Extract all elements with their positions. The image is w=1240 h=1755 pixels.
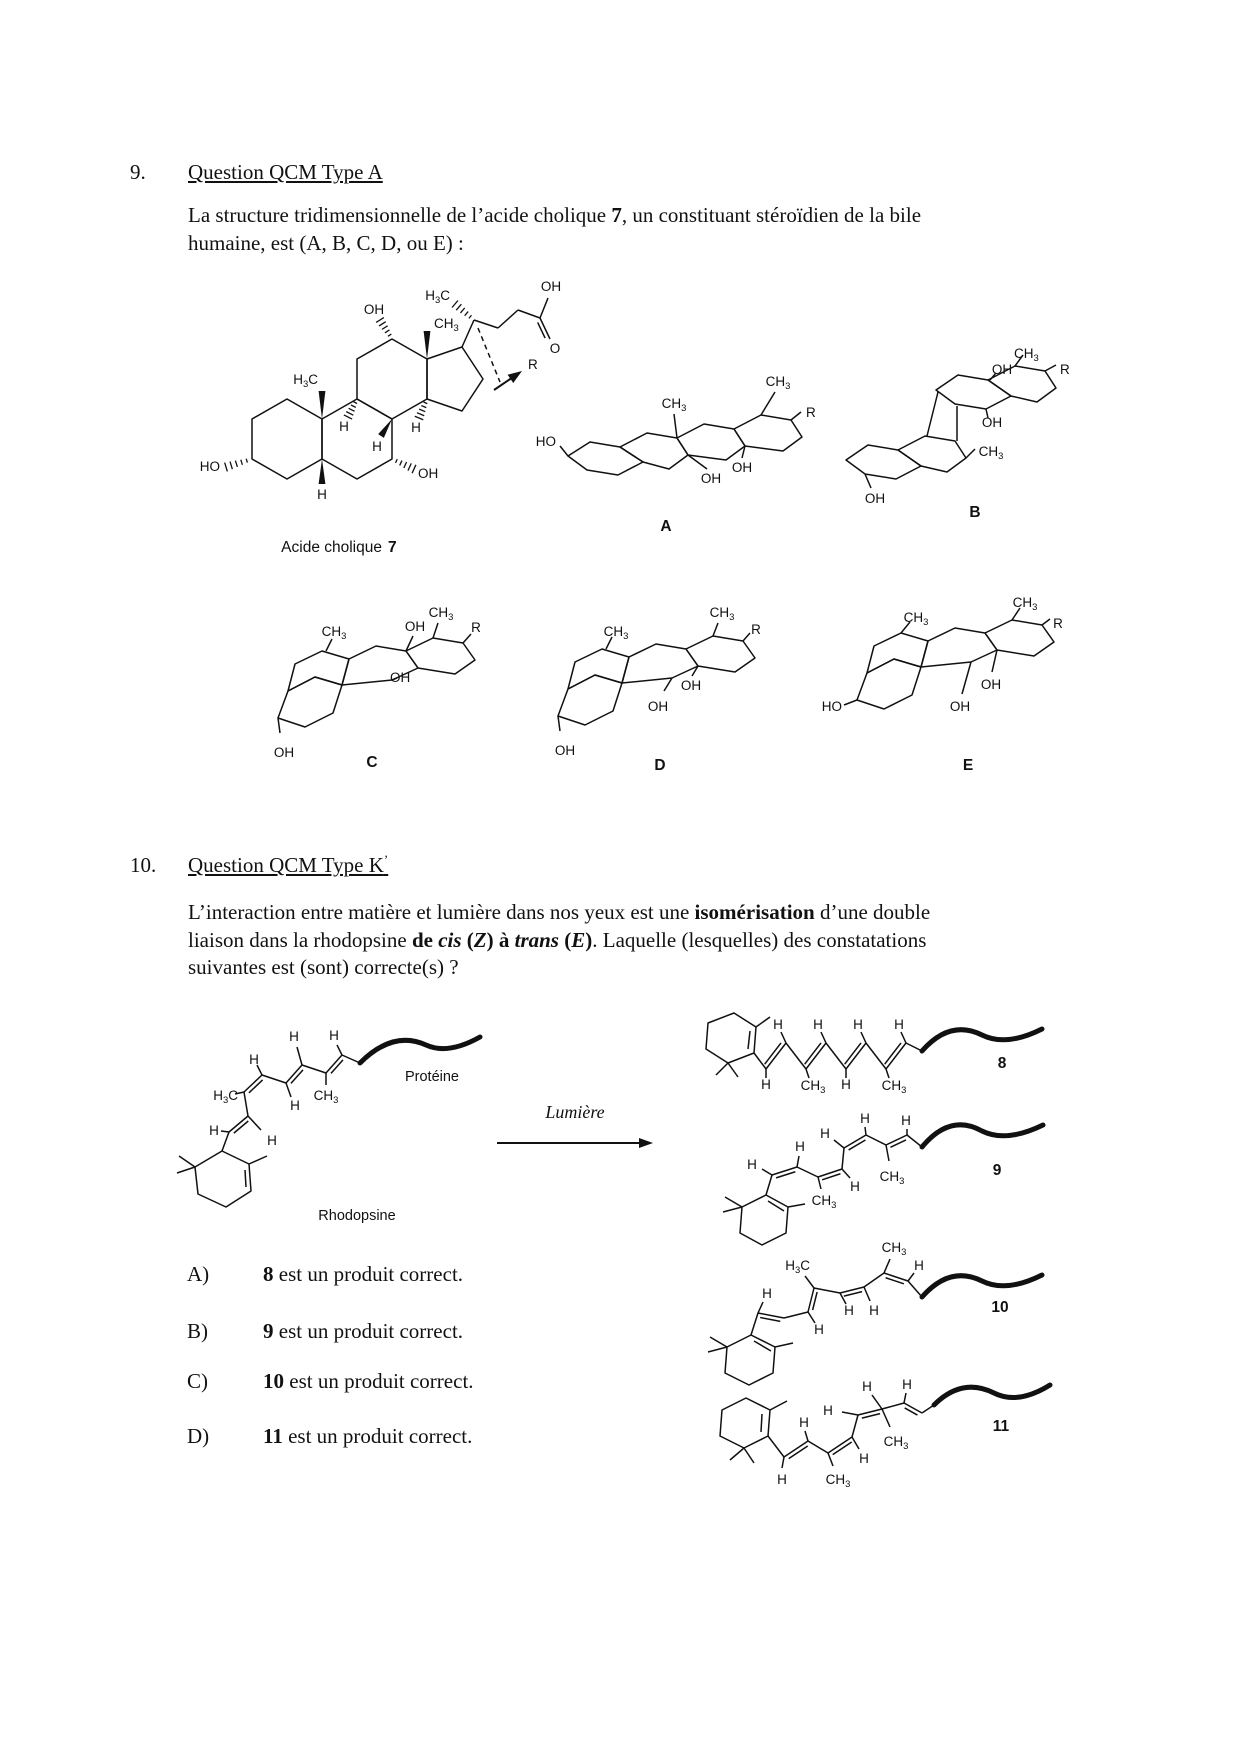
svg-text:H: H xyxy=(209,1123,219,1138)
svg-text:HO: HO xyxy=(199,459,220,474)
svg-text:H: H xyxy=(853,1017,863,1032)
svg-text:OH: OH xyxy=(540,279,562,294)
svg-text:OH: OH xyxy=(363,302,385,317)
title-superscript: ’ xyxy=(383,852,389,867)
option-a-text: 8 est un produit correct. xyxy=(263,1262,464,1286)
svg-text:R: R xyxy=(1060,362,1070,377)
option-b xyxy=(187,1319,463,1344)
svg-text:H: H xyxy=(901,1113,911,1128)
svg-text:Acide cholique: Acide cholique xyxy=(281,539,382,556)
svg-text:CH3​: $CH_3$ xyxy=(881,1240,907,1258)
option-d-text: 11 est un produit correct. xyxy=(263,1424,473,1448)
svg-text:CH3​: $CH_3$ xyxy=(811,1193,837,1211)
svg-text:CH3​: $CH_3$ xyxy=(428,605,454,623)
paragraph-line: liaison dans la rhodopsine de cis (Z) à trans (E). Laquelle (lesquelles) des constatations xyxy=(188,927,927,952)
option-c xyxy=(187,1369,474,1394)
option-c-label: C) xyxy=(187,1369,208,1393)
svg-text:H: H xyxy=(290,1098,300,1113)
svg-text:H: H xyxy=(289,1029,299,1044)
option-a-label: A) xyxy=(187,1262,210,1286)
svg-text:CH3​: $CH_3$ xyxy=(800,1078,826,1096)
svg-text:H: H xyxy=(761,1077,771,1092)
question-9-text xyxy=(188,202,1108,257)
svg-text:OH: OH xyxy=(980,677,1002,692)
svg-text:11: 11 xyxy=(992,1418,1010,1435)
svg-text:H: H xyxy=(844,1303,854,1318)
svg-text:H: H xyxy=(773,1017,783,1032)
paragraph-line: L’interaction entre matière et lumière dans nos yeux est une isomérisation d’une double xyxy=(188,900,931,924)
svg-text:OH: OH xyxy=(404,619,426,634)
svg-text:Lumière: Lumière xyxy=(545,1102,605,1122)
svg-text:H: H xyxy=(869,1303,879,1318)
svg-text:H: H xyxy=(267,1133,277,1148)
svg-text:H: H xyxy=(799,1415,809,1430)
svg-text:H: H xyxy=(894,1017,904,1032)
svg-text:H: H xyxy=(823,1403,833,1418)
svg-text:R: R xyxy=(1053,616,1063,631)
svg-text:9: 9 xyxy=(992,1162,1002,1179)
svg-text:H: H xyxy=(762,1286,772,1301)
svg-text:CH3​: $CH_3$ xyxy=(321,624,347,642)
svg-text:H: H xyxy=(317,487,327,502)
question-10-header xyxy=(130,852,388,878)
svg-text:8: 8 xyxy=(997,1055,1007,1072)
svg-text:D: D xyxy=(654,757,666,774)
svg-text:O: O xyxy=(549,341,561,356)
svg-text:CH3​: $CH_3$ xyxy=(434,316,459,334)
svg-text:A: A xyxy=(660,518,672,535)
svg-text:OH: OH xyxy=(390,670,411,685)
svg-text:H: H xyxy=(795,1139,805,1154)
svg-text:R: R xyxy=(471,620,481,635)
svg-text:H3​C: $H_3C$ xyxy=(425,288,450,306)
svg-text:H3​C: $H_3C$ xyxy=(293,372,318,390)
svg-text:OH: OH xyxy=(647,699,669,714)
svg-text:CH3​: $CH_3$ xyxy=(1012,595,1038,613)
question-9-header xyxy=(130,160,383,185)
svg-text:H: H xyxy=(747,1157,757,1172)
svg-text:R: R xyxy=(806,405,816,420)
svg-text:CH3​: $CH_3$ xyxy=(709,605,735,623)
svg-text:R: R xyxy=(528,357,538,372)
svg-text:OH: OH xyxy=(981,415,1003,430)
option-d xyxy=(187,1424,472,1449)
svg-text:OH: OH xyxy=(991,362,1013,377)
svg-text:OH: OH xyxy=(418,466,439,481)
svg-text:C: C xyxy=(366,754,378,771)
svg-text:CH3​: $CH_3$ xyxy=(313,1088,339,1106)
svg-text:H: H xyxy=(249,1052,259,1067)
svg-text:H: H xyxy=(329,1028,339,1043)
svg-text:CH3​: $CH_3$ xyxy=(879,1169,905,1187)
svg-text:H: H xyxy=(902,1377,912,1392)
svg-text:CH3​: $CH_3$ xyxy=(903,610,929,628)
question-10-number: 10. xyxy=(130,853,157,877)
svg-text:H: H xyxy=(411,420,421,435)
question-9-number: 9. xyxy=(130,160,146,184)
paragraph-line: humaine, est (A, B, C, D, ou E) : xyxy=(188,230,464,255)
svg-text:CH3​: $CH_3$ xyxy=(661,396,687,414)
svg-text:R: R xyxy=(751,622,761,637)
svg-text:H: H xyxy=(372,439,382,454)
svg-text:7: 7 xyxy=(388,539,397,556)
question-9-title: Question QCM Type A xyxy=(188,160,383,184)
svg-text:B: B xyxy=(969,504,981,521)
svg-text:H: H xyxy=(813,1017,823,1032)
svg-text:10: 10 xyxy=(991,1299,1009,1316)
svg-text:E: E xyxy=(962,757,974,774)
svg-text:H: H xyxy=(814,1322,824,1337)
svg-text:HO: HO xyxy=(821,699,842,714)
svg-text:H: H xyxy=(859,1451,869,1466)
svg-text:CH3​: $CH_3$ xyxy=(765,374,791,392)
svg-text:CH3​: $CH_3$ xyxy=(825,1472,851,1490)
svg-text:CH3​: $CH_3$ xyxy=(978,444,1004,462)
rhodopsine-isomerisation-figure xyxy=(150,985,1070,1500)
option-b-label: B) xyxy=(187,1319,208,1343)
svg-text:H: H xyxy=(862,1379,872,1394)
paragraph-line: La structure tridimensionnelle de l’acide cholique 7, un constituant stéroïdien de la bile xyxy=(188,203,922,227)
svg-text:H: H xyxy=(841,1077,851,1092)
svg-text:H: H xyxy=(339,419,349,434)
svg-text:CH3​: $CH_3$ xyxy=(1014,346,1039,364)
svg-text:CH3​: $CH_3$ xyxy=(883,1434,909,1452)
svg-text:H: H xyxy=(820,1126,830,1141)
svg-text:CH3​: $CH_3$ xyxy=(881,1078,907,1096)
option-d-label: D) xyxy=(187,1424,210,1448)
svg-text:OH: OH xyxy=(273,745,295,760)
svg-text:Protéine: Protéine xyxy=(404,1069,460,1085)
svg-text:CH3​: $CH_3$ xyxy=(603,624,629,642)
svg-text:HO: HO xyxy=(535,434,556,449)
svg-text:H: H xyxy=(777,1472,787,1487)
svg-text:OH: OH xyxy=(864,491,886,506)
question-10-title: Question QCM Type K’ xyxy=(188,852,389,877)
svg-text:OH: OH xyxy=(680,678,702,693)
question-10-text xyxy=(188,899,1108,982)
svg-text:OH: OH xyxy=(554,743,576,758)
svg-text:H: H xyxy=(860,1111,870,1126)
svg-text:OH: OH xyxy=(731,460,753,475)
option-a xyxy=(187,1262,463,1287)
svg-text:OH: OH xyxy=(949,699,971,714)
steroid-structures-figure xyxy=(130,270,1110,775)
svg-text:Rhodopsine: Rhodopsine xyxy=(318,1208,396,1224)
svg-text:H3​C: $H_3C$ xyxy=(785,1258,810,1276)
paragraph-line: suivantes est (sont) correcte(s) ? xyxy=(188,955,459,979)
option-b-text: 9 est un produit correct. xyxy=(263,1319,464,1343)
svg-text:H3​C: $H_3C$ xyxy=(213,1088,238,1106)
svg-text:H: H xyxy=(850,1179,860,1194)
svg-text:H: H xyxy=(914,1258,924,1273)
svg-text:OH: OH xyxy=(700,471,722,486)
option-c-text: 10 est un produit correct. xyxy=(263,1369,474,1393)
